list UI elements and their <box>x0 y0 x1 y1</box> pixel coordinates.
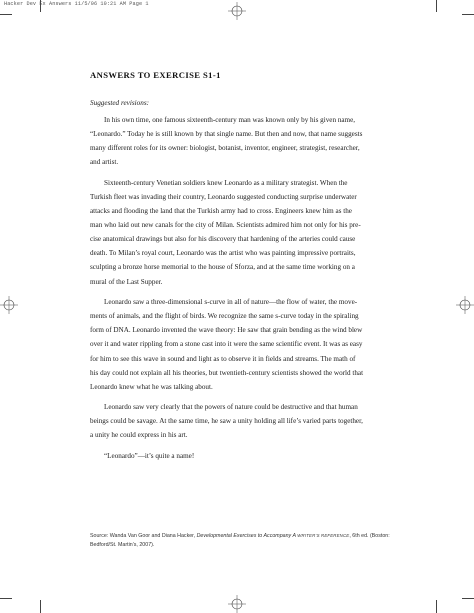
source-citation <box>90 532 400 549</box>
text-line: his day could not explain all his theories, but twentieth-century scientists showed the world that <box>90 368 364 377</box>
text-line: Leonardo saw very clearly that the powers of nature could be destructive and that human <box>104 403 358 412</box>
text-line: Turkish fleet was invading their country, Leonardo suggested conducting surprise underwater <box>90 192 357 201</box>
text-line: death. To Milan’s royal court, Leonardo was the artist who was painting impressive portraits, <box>90 249 356 258</box>
text-line: form of DNA. Leonardo invented the wave theory: He saw that grain bending as the wind blew <box>90 326 363 335</box>
text-line: man who laid out new canals for the city of Milan. Scientists admired him not only for his pre- <box>90 221 361 230</box>
crop-mark-bottom-left-v <box>40 600 41 613</box>
text-line: sculpting a bronze horse memorial to the house of Sforza, and at the same time working on a <box>90 263 355 272</box>
registration-mark-right-icon <box>456 296 474 314</box>
text-line: and artist. <box>90 158 119 167</box>
subheading: Suggested revisions: <box>90 99 150 107</box>
crop-mark-right-bottom-h <box>462 598 474 599</box>
crop-mark-right-h <box>462 14 474 15</box>
text-line: “Leonardo.” Today he is still known by that single name. But then and now, that name suggests <box>90 130 363 139</box>
registration-mark-left-icon <box>0 296 18 314</box>
paragraph <box>90 113 378 169</box>
source-suffix: , 6th ed. (Boston: <box>349 533 390 539</box>
crop-mark-left-bottom-h <box>0 598 12 599</box>
text-line: Leonardo saw a three-dimensional s-curve in all of nature—the flow of water, the move- <box>104 298 358 307</box>
text-line: beings could be savage. At the same time, he saw a unity holding all life’s varied parts together, <box>90 417 363 426</box>
text-line: many different roles for its owner: biologist, botanist, inventor, engineer, strategist, researcher, <box>90 144 360 153</box>
page-title: ANSWERS TO EXERCISE S1-1 <box>90 70 221 80</box>
registration-mark-top-icon <box>228 2 246 20</box>
paragraph <box>90 400 378 442</box>
print-slug: Hacker Dev Ex Answers 11/5/06 10:21 AM Page 1 <box>4 1 149 7</box>
paragraph <box>90 449 378 463</box>
text-line: In his own time, one famous sixteenth-century man was known only by his given name, <box>104 116 356 124</box>
registration-mark-bottom-icon <box>228 595 246 613</box>
text-line: a unity he could express in his art. <box>90 431 188 440</box>
source-line-2: Bedford/St. Martin’s, 2007). <box>90 541 155 548</box>
crop-mark-top-right-v <box>436 0 437 12</box>
text-line: mural of the Last Supper. <box>90 277 163 286</box>
text-line: Leonardo knew what he was talking about. <box>90 382 213 391</box>
text-line: cise anatomical drawings but also for his discovery that hardening of the arteries could cause <box>90 235 356 244</box>
crop-mark-bottom-right-v <box>436 600 437 613</box>
answer-body <box>90 113 378 470</box>
text-line: ments of animals, and the flight of birds. We recognize the same s-curve today in the spiraling <box>90 312 359 321</box>
source-prefix: Source: Wanda Van Goor and Diana Hacker, <box>90 533 197 539</box>
source-title-smallcaps: WRITER’S REFERENCE <box>297 533 350 538</box>
paragraph <box>90 176 378 289</box>
source-title: Developmental Exercises to Accompany A WRITER’S REFERENCE <box>196 533 350 539</box>
text-line: “Leonardo”—it’s quite a name! <box>104 452 195 461</box>
crop-mark-left-h <box>0 14 12 15</box>
text-line: over it and water rippling from a stone cast into it were the same scientific event. It was as easy <box>90 340 363 349</box>
text-line: attacks and flooding the land that the Turkish army had to cross. Engineers knew him as the <box>90 207 352 216</box>
text-line: for him to see this wave in sound and light as to observe it in fields and streams. The math of <box>90 354 356 363</box>
crop-mark-top-left-v <box>40 0 41 12</box>
text-line: Sixteenth-century Venetian soldiers knew Leonardo as a military strategist. When the <box>104 178 348 187</box>
paragraph <box>90 295 378 394</box>
